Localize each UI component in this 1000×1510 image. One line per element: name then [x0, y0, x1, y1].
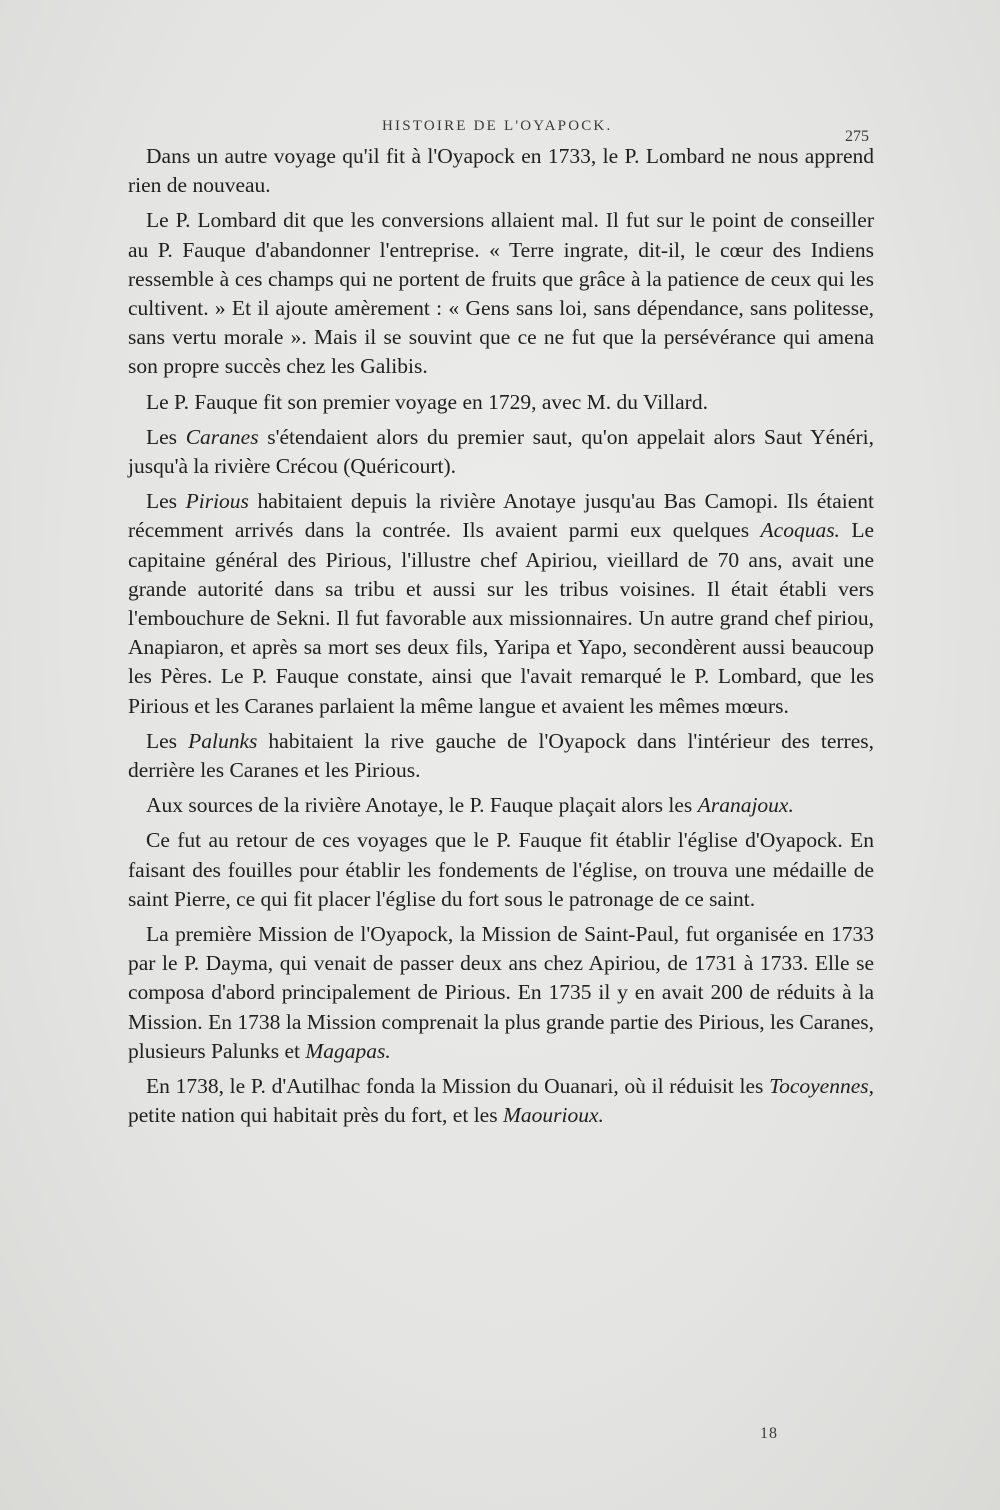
paragraph [128, 920, 874, 1066]
text-run: Le P. Lombard dit que les conversions allaient mal. Il fut sur le point de conseiller au P. Fauque d'abandonner l'entreprise. « Terre ingrate, dit-il, le cœur des Indiens ressemble à ces champs qui ne portent de fruits que grâce à la patience de ceux qui les cultivent. » Et il ajoute amèrement : « Gens sans loi, sans dépendance, sans politesse, sans vertu morale ». Mais il se souvint que ce ne fut que la persévérance qui amena son propre succès chez les Galibis. [128, 208, 874, 379]
text-run: habitaient la rive gauche de l'Oyapock dans l'intérieur des terres, derrière les Caranes et les Pirious. [128, 728, 874, 783]
italic-term: Palunks [188, 728, 258, 753]
page-number: 275 [845, 128, 869, 145]
text-run: La première Mission de l'Oyapock, la Mission de Saint-Paul, fut organisée en 1733 par le P. Dayma, qui venait de passer deux ans chez Apiriou, de 1731 à 1733. Elle se composa d'abord principalement de Pirious. En 1735 il y en avait 200 de réduits à la Mission. En 1738 la Mission comprenait la plus grande partie des Pirious, les Caranes, plusieurs Palunks et [128, 922, 874, 1063]
text-run: habitaient depuis la rivière Anotaye jusqu'au Bas Camopi. Ils étaient récemment arrivés dans la contrée. Ils avaient parmi eux quelques [128, 489, 874, 543]
paragraph [128, 487, 874, 721]
text-run: Les [146, 728, 189, 753]
text-run: Aux sources de la rivière Anotaye, le P. Fauque plaçait alors les [146, 793, 698, 818]
paragraph [128, 1072, 874, 1130]
paragraph [128, 388, 874, 417]
text-run: Les [146, 489, 186, 514]
italic-term: Tocoyennes, [769, 1074, 874, 1099]
italic-term: Aranajoux. [697, 793, 794, 818]
italic-term: Pirious [185, 489, 249, 514]
paragraph [128, 727, 874, 785]
signature-mark: 18 [760, 1425, 778, 1442]
text-run: Les [146, 424, 186, 449]
body-text [128, 142, 874, 1137]
paragraph [128, 206, 874, 381]
text-run: Dans un autre voyage qu'il fit à l'Oyapock en 1733, le P. Lombard ne nous apprend rien de nouveau. [128, 144, 874, 198]
text-run: Le capitaine général des Pirious, l'illustre chef Apiriou, vieillard de 70 ans, avait une grande autorité dans sa tribu et aussi sur les tribus voisines. Il était établi vers l'embouchure de Sekni. Il fut favorable aux missionnaires. Un autre grand chef piriou, Anapiaron, et après sa mort ses deux fils, Yaripa et Yapo, secondèrent aussi beaucoup les Pères. Le P. Fauque constate, ainsi que l'avait remarqué le P. Lombard, que les Pirious et les Caranes parlaient la même langue et avaient les mêmes mœurs. [128, 518, 874, 718]
text-run: s'étendaient alors du premier saut, qu'on appelait alors Saut Yénéri, jusqu'à la rivière Crécou (Quéricourt). [128, 424, 875, 479]
italic-term: Magapas. [305, 1038, 391, 1063]
text-run: petite nation qui habitait près du fort, et les [128, 1103, 503, 1128]
paragraph [128, 791, 874, 820]
paragraph [128, 423, 874, 481]
text-run: Ce fut au retour de ces voyages que le P. Fauque fit établir l'église d'Oyapock. En faisant des fouilles pour établir les fondements de l'église, on trouva une médaille de saint Pierre, ce qui fit placer l'église du fort sous le patronage de ce saint. [128, 828, 874, 911]
italic-term: Acoquas. [760, 518, 840, 543]
text-run: En 1738, le P. d'Autilhac fonda la Mission du Ouanari, où il réduisit les [146, 1074, 770, 1099]
italic-term: Maourioux. [502, 1103, 604, 1128]
paragraph [128, 826, 874, 914]
paragraph [128, 142, 874, 200]
text-run: Le P. Fauque fit son premier voyage en 1729, avec M. du Villard. [146, 389, 708, 414]
running-title: HISTOIRE DE L'OYAPOCK. [382, 118, 613, 134]
italic-term: Caranes [185, 424, 259, 449]
